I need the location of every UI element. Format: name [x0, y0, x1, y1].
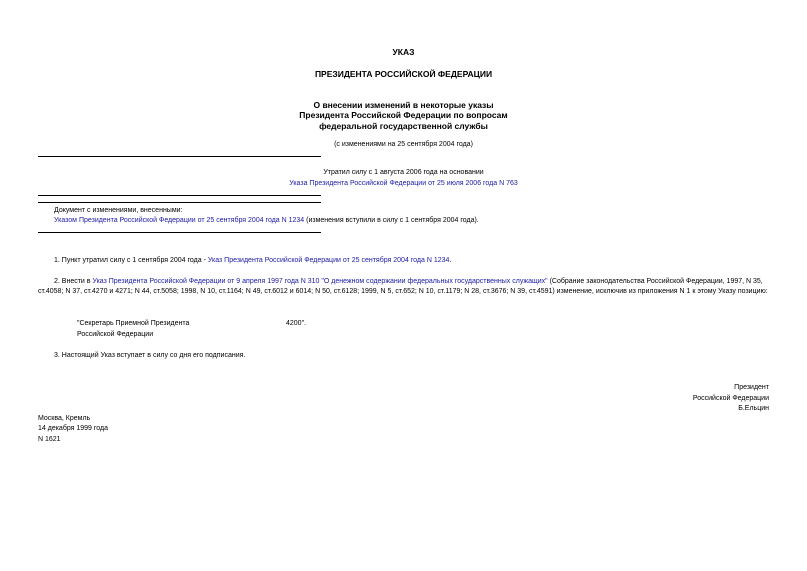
expired-basis-link[interactable]: Указа Президента Российской Федерации от 25 июля 2006 года N 763: [289, 180, 518, 187]
paragraph-2-text: 2. Внести в: [54, 278, 93, 285]
divider: [38, 232, 321, 233]
paragraph-1-end: .: [449, 257, 452, 264]
divider: [38, 202, 321, 203]
paragraph-1: [54, 257, 451, 266]
position-name-line2: Российской Федерации: [77, 331, 154, 338]
divider: [38, 195, 321, 196]
changes-link[interactable]: Указом Президента Российской Федерации от 25 сентября 2004 года N 1234: [54, 217, 305, 224]
document-subject: [0, 100, 807, 131]
changes-intro: Документ с изменениями, внесенными:: [54, 207, 183, 214]
changes-line: [54, 217, 479, 226]
subject-line: федеральной государственной службы: [319, 120, 488, 131]
expired-text: Утратил силу с 1 августа 2006 года на основании: [323, 169, 484, 176]
signature-role-1: Президент: [734, 384, 769, 391]
paragraph-2-rest: (Собрание законодательства Российской Федерации, 1997, N 35, ст.4058; N 37, ст.4270 и 4271; N 44, ст.5058; 1998, N 10, ст.1164; N 49, ст.6012 и 6014; N 50, ст.6128; 1999, N 5, ст.652; N 10, ст.1179; N 28, ст.3676; N 39, ст.4591) изменение, исключив из приложения N 1 к этому Указу позицию:: [38, 278, 768, 295]
subject-line: О внесении изменений в некоторые указы: [313, 100, 494, 110]
issuer-title: ПРЕЗИДЕНТА РОССИЙСКОЙ ФЕДЕРАЦИИ: [314, 69, 493, 79]
revision-note: (с изменениями на 25 сентября 2004 года): [334, 141, 473, 148]
signature-name: Б.Ельцин: [738, 405, 769, 412]
document-number: N 1621: [38, 436, 61, 443]
signing-place: Москва, Кремль: [38, 415, 91, 422]
signing-date: 14 декабря 1999 года: [38, 425, 109, 432]
divider: [38, 156, 321, 157]
subject-line: Президента Российской Федерации по вопросам: [299, 110, 508, 121]
document-title: УКАЗ: [392, 47, 415, 57]
position-name-line1: "Секретарь Приемной Президента: [77, 320, 190, 327]
paragraph-3: 3. Настоящий Указ вступает в силу со дня его подписания.: [54, 352, 246, 359]
signature-role-2: Российской Федерации: [692, 395, 769, 402]
position-value: 4200".: [286, 320, 307, 327]
paragraph-2-link[interactable]: Указ Президента Российской Федерации от 9 апреля 1997 года N 310 "О денежном содержании федеральных государственных служащих": [92, 278, 548, 285]
paragraph-1-link[interactable]: Указ Президента Российской Федерации от 25 сентября 2004 года N 1234: [207, 257, 450, 264]
paragraph-1-text: 1. Пункт утратил силу с 1 сентября 2004 года -: [54, 257, 208, 264]
paragraph-2: [38, 277, 768, 297]
changes-suffix: (изменения вступили в силу с 1 сентября 2004 года).: [304, 217, 479, 224]
